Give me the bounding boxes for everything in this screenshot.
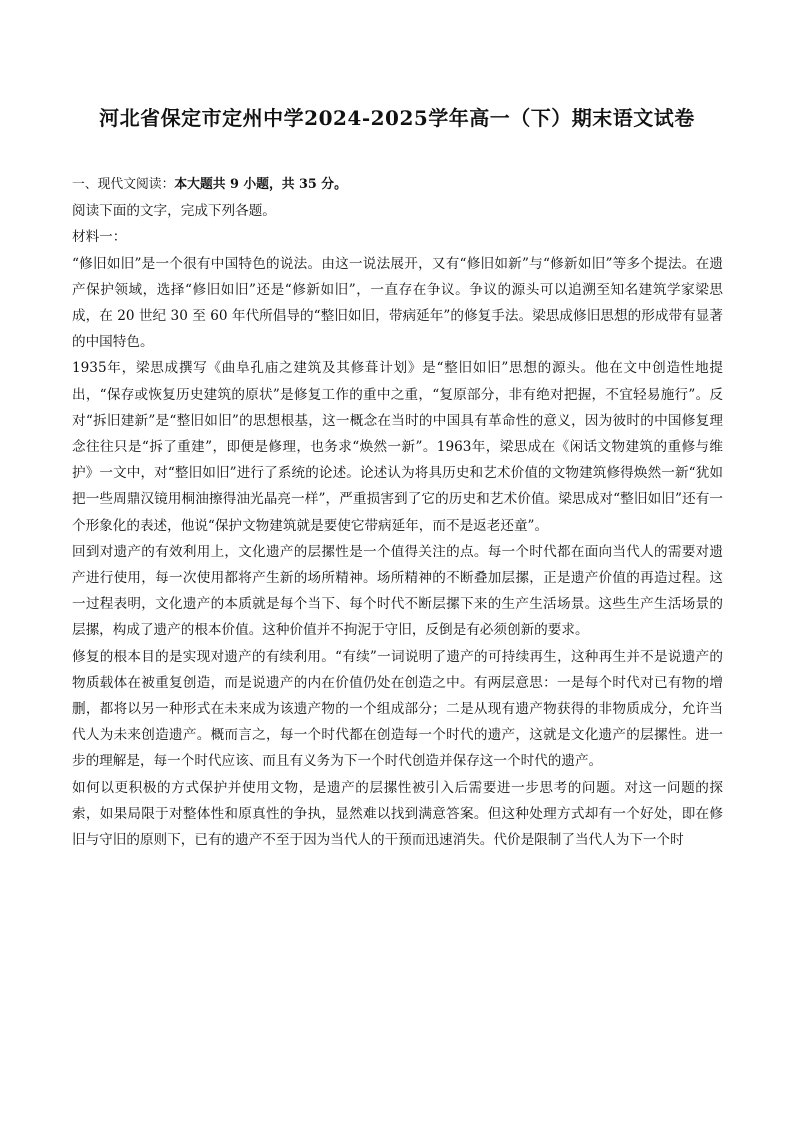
paragraph-5: 如何以更积极的方式保护并使用文物，是遗产的层摞性被引入后需要进一步思考的问题。对这一问题的探索，如果局限于对整体性和原真性的争执，显然难以找到满意答案。但这种处理方式却有一个好处，即在修旧与守旧的原则下，已有的遗产不至于因为当代人的干预而迅速消失。代价是限制了当代人为下一个时 — [72, 779, 723, 849]
exam-body — [72, 172, 723, 853]
section-prefix: 一、现代文阅读： — [72, 177, 175, 192]
paragraph-2: 1935年，梁思成撰写《曲阜孔庙之建筑及其修葺计划》是“整旧如旧”思想的源头。他在文中创造性地提出，“保存或恢复历史建筑的原状”是修复工作的重中之重，“复原部分，非有绝对把握，不宜轻易施行”。反对“拆旧建新”是“整旧如旧”的思想根基，这一概念在当时的中国具有革命性的意义，因为彼时的中国修复理念往往只是“拆了重建”，即便是修理，也务求“焕然一新”。1963年，梁思成在《闲话文物建筑的重修与维护》一文中，对“整旧如旧”进行了系统的论述。论述认为将具历史和艺术价值的文物建筑修得焕然一新“犹如把一些周鼎汉镜用桐油擦得油光晶亮一样”，严重损害到了它的历史和艺术价值。梁思成对“整旧如旧”还有一个形象化的表述，他说“保护文物建筑就是要使它带病延年，而不是返老还童”。 — [72, 360, 723, 534]
section-detail: 本大题共 9 小题，共 35 分。 — [174, 177, 347, 192]
reading-instruction: 阅读下面的文字，完成下列各题。 — [72, 203, 276, 220]
section-heading — [72, 172, 723, 198]
paragraph-1: “修旧如旧”是一个很有中国特色的说法。由这一说法展开，又有“修旧如新”与“修新如旧”等多个提法。在遗产保护领域，选择“修旧如旧”还是“修新如旧”，一直存在争议。争议的源头可以追溯至知名建筑学家梁思成，在 20 世纪 30 至 60 年代所倡导的“整旧如旧，带病延年”的修复手法。梁思成修旧思想的形成带有显著的中国特色。 — [72, 255, 723, 351]
exam-title: 河北省保定市定州中学2024-2025学年高一（下）期末语文试卷 — [99, 106, 695, 130]
paragraph-3: 回到对遗产的有效利用上，文化遗产的层摞性是一个值得关注的点。每一个时代都在面向当代人的需要对遗产进行使用，每一次使用都将产生新的场所精神。场所精神的不断叠加层摞，正是遗产价值的再造过程。这一过程表明，文化遗产的本质就是每个当下、每个时代不断层摞下来的生产生活场景。这些生产生活场景的层摞，构成了遗产的根本价值。这种价值并不拘泥于守旧，反倒是有必须创新的要求。 — [72, 543, 723, 639]
paragraph-4: 修复的根本目的是实现对遗产的有续利用。“有续”一词说明了遗产的可持续再生，这种再生并不是说遗产的物质载体在被重复创造，而是说遗产的内在价值仍处在创造之中。有两层意思：一是每个时代对已有物的增删，都将以另一种形式在未来成为该遗产物的一个组成部分；二是从现有遗产物获得的非物质成分，允许当代人为未来创造遗产。概而言之，每一个时代都在创造每一个时代的遗产，这就是文化遗产的层摞性。进一步的理解是，每一个时代应该、而且有义务为下一个时代创造并保存这一个时代的遗产。 — [72, 648, 723, 770]
material-label: 材料一： — [72, 229, 127, 246]
